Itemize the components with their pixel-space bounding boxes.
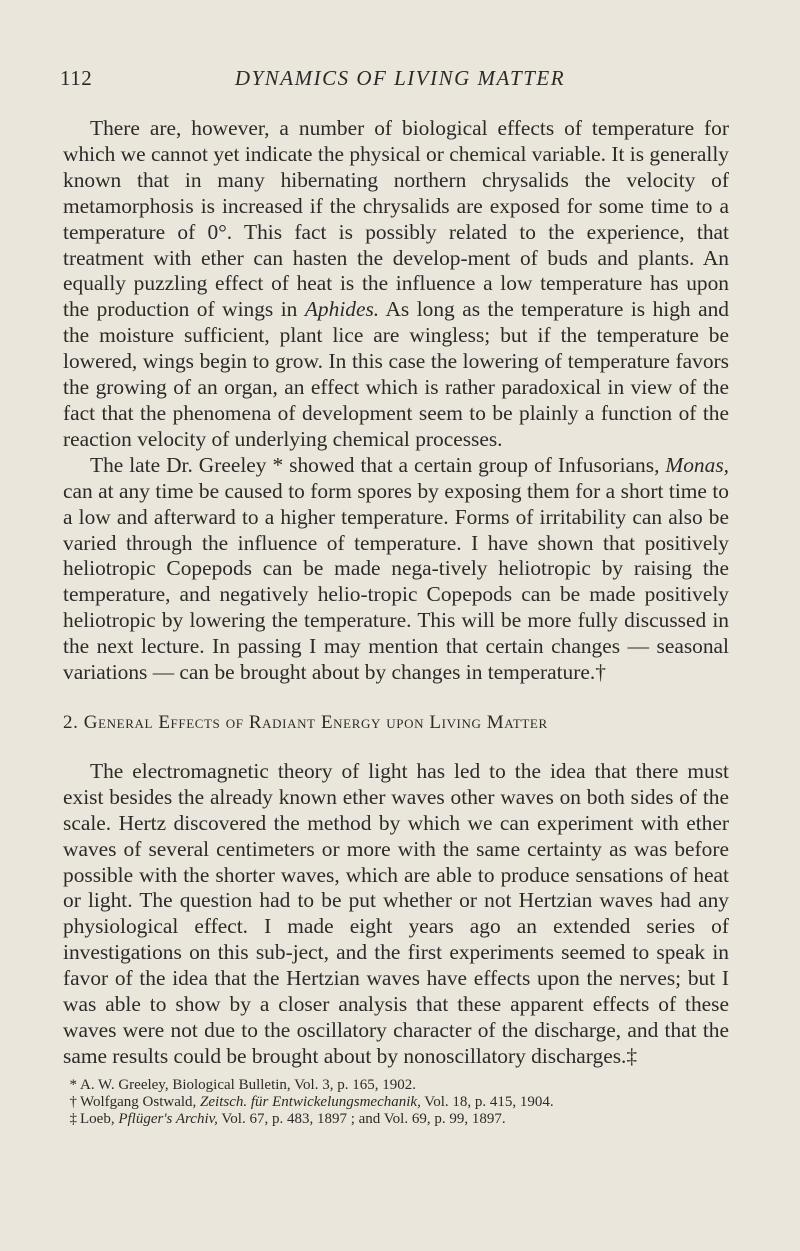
running-title: DYNAMICS OF LIVING MATTER [234,66,566,90]
footnote-1 [63,1077,729,1094]
footnote-text-rest: Vol. 67, p. 483, 1897 ; and Vol. 69, p. 99, 1897. [217,1111,506,1128]
italic-term-aphides: Aphides. [304,297,380,322]
paragraph-greeley [63,453,729,686]
footnote-mark: * [69,1076,77,1093]
paragraph-text: There are, however, a number of biological effects of temperature for which we cannot yet indicate the physical or chemical variable. It is generally known that in many hibernating northern chrysalids the velocity of metamorphosis is increased if the chrysalids are exposed for some time to a temperature of 0°. This fact is possibly related to the experience, that treatment with ether can hasten the develop-ment of buds and plants. An equally puzzling effect of heat is the influence a low temperature has upon the production of wings in [63,116,729,322]
page-header [60,66,740,94]
footnote-mark: ‡ [69,1111,77,1128]
italic-term-monas: Monas, [665,452,729,477]
footnote-mark: † [69,1094,77,1111]
footnote-text: Wolfgang Ostwald, [80,1094,201,1111]
footnotes [63,1077,729,1129]
section-heading: 2. General Effects of Radiant Energy upon Living Matter [63,711,548,733]
footnote-2 [63,1094,729,1111]
body-text [63,116,729,1129]
footnote-journal: Zeitsch. für Entwickelungsmechanik, [200,1094,421,1111]
paragraph-text: The late Dr. Greeley * showed that a certain group of Infusorians, [90,452,660,477]
footnote-3 [63,1111,729,1128]
paragraph-temperature-effects [63,116,729,453]
paragraph-hertzian-waves [63,759,729,1070]
paragraph-text-continued: As long as the temperature is high and the moisture sufficient, plant lice are wingless; but if the temperature be lowered, wings begin to grow. In this case the lowering of temperature favors the growing of an organ, an effect which is rather paradoxical in view of the fact that the phenomena of development seem to be plainly a function of the reaction velocity of underlying chemical processes. [63,297,729,451]
paragraph-text-continued: can at any time be caused to form spores by exposing them for a short time to a low and afterward to a higher temperature. Forms of irritability can also be varied through the influence of temperature. I have shown that positively heliotropic Copepods can be made nega-tively heliotropic by raising the temperature, and negatively helio-tropic Copepods can be made positively heliotropic by lowering the temperature. This will be more fully discussed in the next lecture. In passing I may mention that certain changes — seasonal variations — can be brought about by changes in temperature.† [63,478,729,685]
footnote-text-rest: Vol. 18, p. 415, 1904. [420,1094,554,1111]
footnote-text: Loeb, [80,1111,119,1128]
footnote-journal: Pflüger's Archiv, [118,1111,218,1128]
paragraph-text: The electromagnetic theory of light has led to the idea that there must exist besides the already known ether waves other waves on both sides of the scale. Hertz discovered the method by which we can experiment with ether waves of several centimeters or more with the same certainty as was before possible with the shorter waves, which are able to produce sensations of heat or light. The question had to be put whether or not Hertzian waves had any physiological effect. I made eight years ago an extended series of investigations on this sub-ject, and the first experiments seemed to speak in favor of the idea that the Hertzian waves have effects upon the nerves; but I was able to show by a closer analysis that these apparent effects of these waves were not due to the oscillatory character of the discharge, and that the same results could be brought about by nonoscillatory discharges.‡ [63,758,729,1068]
footnote-text: A. W. Greeley, Biological Bulletin, Vol. 3, p. 165, 1902. [80,1076,416,1093]
page-number: 112 [60,66,93,90]
